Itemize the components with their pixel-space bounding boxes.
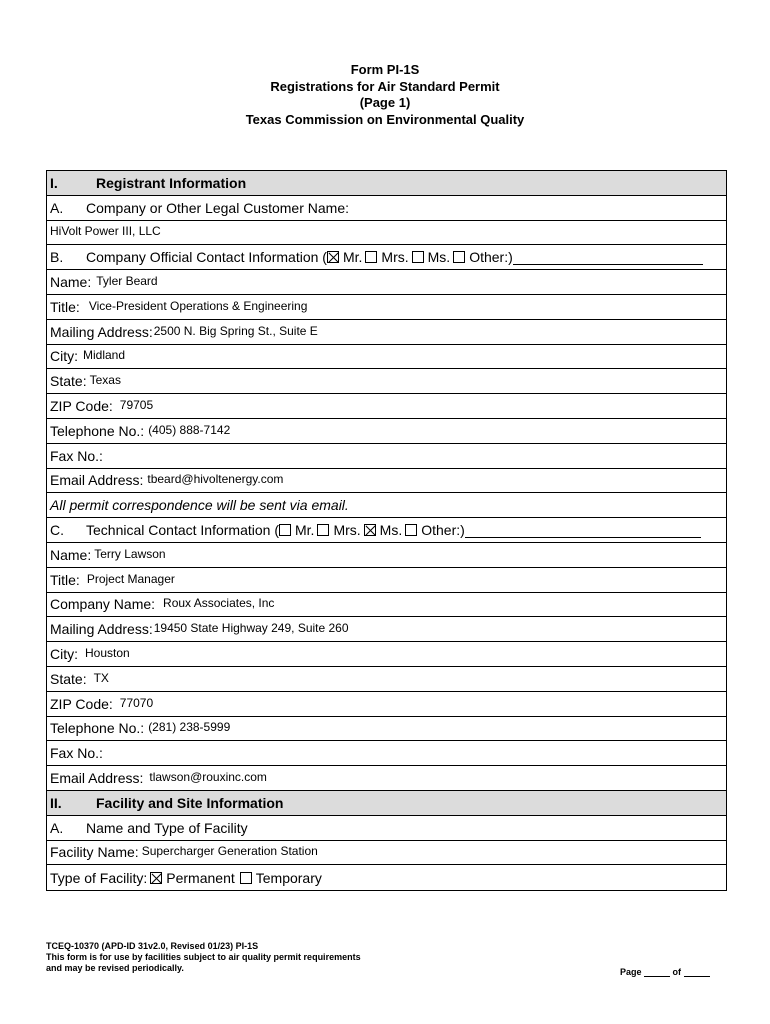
subsection-label: Name and Type of Facility: [86, 819, 248, 836]
company-name-row[interactable]: [47, 221, 726, 246]
mr-label: Mr.: [342, 249, 363, 266]
official-ms-checkbox[interactable]: [412, 251, 424, 263]
tech-email-field[interactable]: tlawson@rouxinc.com: [149, 770, 267, 785]
subsection-a-row: [47, 196, 726, 221]
tech-other-checkbox[interactable]: [405, 524, 417, 536]
official-city-row[interactable]: [47, 345, 726, 370]
tech-company-row[interactable]: [47, 593, 726, 618]
subsection-label: Company or Other Legal Customer Name:: [86, 199, 349, 216]
page-total-blank[interactable]: [684, 967, 710, 977]
other-blank-line[interactable]: [513, 250, 703, 265]
official-city-field[interactable]: Midland: [83, 348, 126, 363]
ms-label: Ms.: [379, 522, 403, 539]
mrs-label: Mrs.: [381, 249, 409, 266]
field-label: City:: [50, 348, 78, 365]
tech-mrs-checkbox[interactable]: [317, 524, 329, 536]
official-other-checkbox[interactable]: [453, 251, 465, 263]
other-label: Other:): [469, 249, 513, 266]
field-label: Mailing Address:: [50, 621, 153, 638]
tech-ms-checkbox[interactable]: [364, 524, 376, 536]
subsection-label: Technical Contact Information (: [86, 522, 279, 539]
section-facility-header: [47, 791, 726, 816]
footer-note-line2: and may be revised periodically.: [46, 963, 184, 973]
field-label: Fax No.:: [50, 745, 103, 762]
registration-form: [46, 170, 727, 891]
field-label: State:: [50, 670, 87, 687]
field-label: Title:: [50, 571, 80, 588]
section-title: Facility and Site Information: [96, 794, 284, 811]
note-text: All permit correspondence will be sent via email.: [50, 497, 349, 514]
official-zip-field[interactable]: 79705: [119, 398, 154, 413]
other-label: Other:): [421, 522, 465, 539]
field-label: City:: [50, 646, 78, 663]
official-phone-field[interactable]: (405) 888-7142: [148, 422, 231, 437]
subsection-b-row: [47, 245, 726, 270]
correspondence-note: [47, 493, 726, 518]
field-label: State:: [50, 373, 87, 390]
page-label: Page: [620, 967, 642, 977]
section-number: II.: [50, 794, 62, 811]
field-label: ZIP Code:: [50, 695, 113, 712]
form-header: [0, 62, 770, 128]
form-title: Registrations for Air Standard Permit: [270, 78, 500, 94]
field-label: Title:: [50, 298, 80, 315]
tech-phone-field[interactable]: (281) 238-5999: [148, 720, 231, 735]
tech-name-row[interactable]: [47, 543, 726, 568]
field-label: Fax No.:: [50, 447, 103, 464]
section-title: Registrant Information: [96, 174, 247, 191]
section-number: I.: [50, 174, 58, 191]
page-current-blank[interactable]: [644, 967, 670, 977]
subsection-letter: C.: [50, 522, 64, 539]
official-mr-checkbox[interactable]: [327, 251, 339, 263]
official-name-field[interactable]: Tyler Beard: [96, 274, 158, 289]
page-number: [620, 967, 710, 977]
official-email-field[interactable]: tbeard@hivoltenergy.com: [147, 472, 284, 487]
tech-zip-field[interactable]: 77070: [119, 695, 154, 710]
tech-city-field[interactable]: Houston: [85, 646, 130, 661]
permanent-checkbox[interactable]: [150, 872, 162, 884]
field-label: Name:: [50, 274, 92, 291]
tech-email-row[interactable]: [47, 766, 726, 791]
subsection-c-row: [47, 518, 726, 543]
company-name-field[interactable]: HiVolt Power III, LLC: [50, 224, 161, 239]
permanent-label: Permanent: [166, 869, 235, 886]
facility-type-row: [47, 865, 726, 890]
field-label: ZIP Code:: [50, 398, 113, 415]
official-state-row[interactable]: [47, 369, 726, 394]
other-blank-line[interactable]: [465, 523, 701, 538]
field-label: Type of Facility:: [50, 869, 148, 886]
official-fax-row[interactable]: [47, 444, 726, 469]
field-label: Mailing Address:: [50, 323, 153, 340]
official-mrs-checkbox[interactable]: [365, 251, 377, 263]
official-title-field[interactable]: Vice-President Operations & Engineering: [88, 298, 308, 313]
tech-state-row[interactable]: [47, 667, 726, 692]
tech-fax-row[interactable]: [47, 741, 726, 766]
temporary-label: Temporary: [255, 869, 322, 886]
facility-name-row[interactable]: [47, 841, 726, 866]
tech-title-row[interactable]: [47, 568, 726, 593]
form-revision: TCEQ-10370 (APD-ID 31v2.0, Revised 01/23) PI-1S: [46, 941, 259, 951]
official-mailing-row[interactable]: [47, 320, 726, 345]
official-phone-row[interactable]: [47, 419, 726, 444]
form-footer: [46, 941, 361, 974]
subsection-letter: A.: [50, 819, 64, 836]
official-mailing-field[interactable]: 2500 N. Big Spring St., Suite E: [153, 323, 318, 338]
agency-name: Texas Commission on Environmental Quality: [245, 111, 525, 127]
tech-title-field[interactable]: Project Manager: [86, 571, 175, 586]
tech-mailing-row[interactable]: [47, 617, 726, 642]
temporary-checkbox[interactable]: [240, 872, 252, 884]
tech-mailing-field[interactable]: 19450 State Highway 249, Suite 260: [153, 621, 349, 636]
official-title-row[interactable]: [47, 295, 726, 320]
subsection-letter: B.: [50, 249, 64, 266]
form-number: Form PI-1S: [350, 62, 420, 77]
subsection-label: Company Official Contact Information (: [86, 249, 327, 266]
field-label: Email Address:: [50, 770, 144, 787]
footer-note-line1: This form is for use by facilities subject to air quality permit requirements: [46, 952, 361, 962]
field-label: Name:: [50, 546, 92, 563]
official-email-row[interactable]: [47, 469, 726, 494]
tech-zip-row[interactable]: [47, 692, 726, 717]
field-label: Company Name:: [50, 596, 156, 613]
of-label: of: [672, 967, 682, 977]
mrs-label: Mrs.: [333, 522, 361, 539]
subsection-a-row: [47, 816, 726, 841]
field-label: Email Address:: [50, 472, 144, 489]
tech-state-field[interactable]: TX: [93, 670, 109, 685]
official-state-field[interactable]: Texas: [89, 373, 121, 388]
facility-name-field[interactable]: Supercharger Generation Station: [141, 844, 318, 859]
mr-label: Mr.: [294, 522, 315, 539]
tech-company-field[interactable]: Roux Associates, Inc: [163, 596, 275, 611]
tech-mr-checkbox[interactable]: [279, 524, 291, 536]
official-name-row[interactable]: [47, 270, 726, 295]
field-label: Facility Name:: [50, 844, 139, 861]
field-label: Telephone No.:: [50, 720, 145, 737]
form-page: (Page 1): [359, 95, 411, 110]
field-label: Telephone No.:: [50, 422, 145, 439]
section-registrant-header: [47, 171, 726, 196]
tech-city-row[interactable]: [47, 642, 726, 667]
tech-name-field[interactable]: Terry Lawson: [94, 546, 166, 561]
official-zip-row[interactable]: [47, 394, 726, 419]
subsection-letter: A.: [50, 199, 64, 216]
ms-label: Ms.: [427, 249, 451, 266]
tech-phone-row[interactable]: [47, 717, 726, 742]
